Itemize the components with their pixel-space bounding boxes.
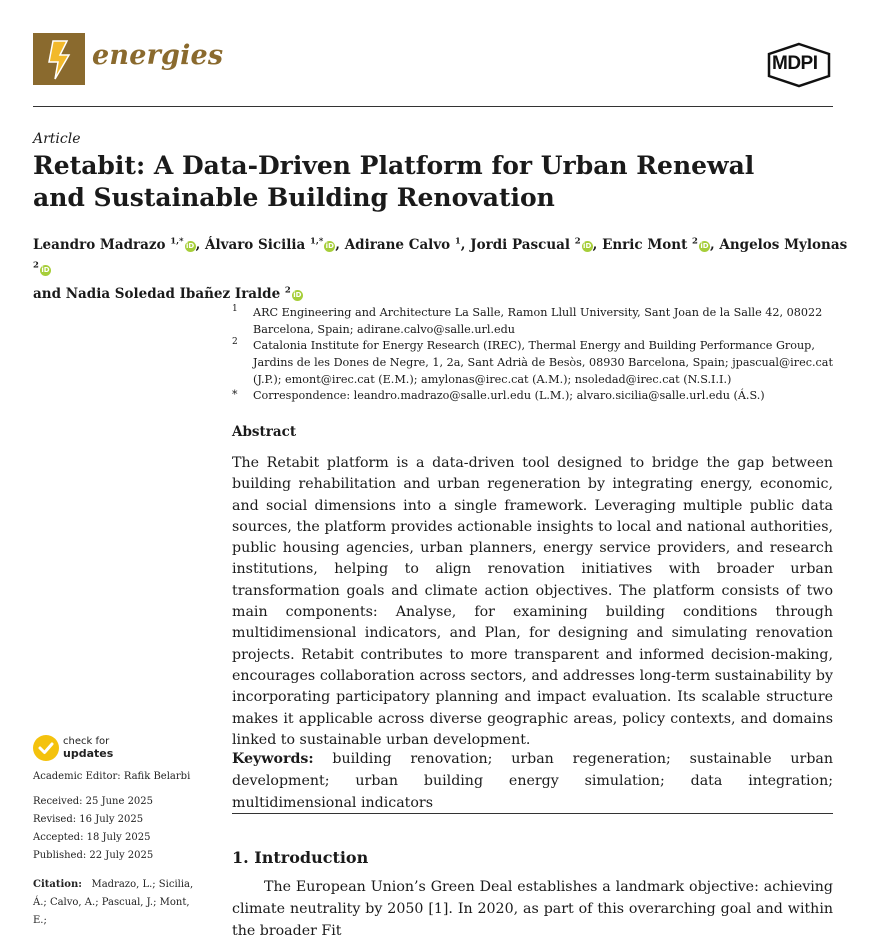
author-separator: , [709, 236, 720, 253]
check-line-1: check for [63, 736, 110, 747]
check-for-updates-button[interactable] [33, 735, 153, 763]
author-separator: , [592, 236, 603, 253]
citation [33, 876, 203, 930]
author-separator: , [195, 236, 205, 253]
keywords [232, 748, 833, 814]
section-divider [232, 813, 833, 814]
author-affiliation-sup: 2 [692, 236, 698, 246]
author-affiliation-sup: 1,* [309, 236, 324, 246]
author-name: Leandro Madrazo [33, 236, 166, 253]
check-line-2: updates [63, 747, 114, 760]
author-name: Álvaro Sicilia [205, 236, 306, 253]
abstract-body: The Retabit platform is a data-driven tool designed to bridge the gap between building rehabilitation and urban regeneration by integrating energy, economic, and social dimensions into a single framework. Leveraging multiple public data sources, the platform provides actionable insights to local and national authorities, public housing agencies, urban planners, energy service providers, and research institutions, helping to align renovation initiatives with broader urban transformation goals and climate action objectives. The platform consists of two main components: Analyse, for examining building conditions through multidimensional indicators, and Plan, for designing and simulating renovation projects. Retabit contributes to more transparent and informed decision-making, encourages collaboration across sectors, and addresses long-term sustainability by incorporating participatory planning and impact evaluation. Its scalable structure makes it applicable across diverse geographic areas, policy contexts, and domains linked to sustainable urban development. [232, 455, 833, 748]
mdpi-logo [766, 42, 832, 88]
author-affiliation-sup: 2 [33, 260, 39, 271]
affiliation-2: Catalonia Institute for Energy Research (IREC), Thermal Energy and Building Performance Group, Jardins de les Dones de Negre, 1, 2a, Sant Adrià de Besòs, 08930 Barcelona, Spain; jpascual@irec.cat (J.P.); emont@irec.cat (E.M.); amylonas@irec.cat (A.M.); nsoledad@irec.cat (N.S.I.I.) [253, 339, 833, 386]
lightning-icon [33, 33, 85, 85]
article-type: Article [33, 131, 81, 147]
author-affiliation-sup: 2 [574, 236, 581, 246]
author-separator: , [460, 236, 471, 253]
author-affiliation-sup: 1 [454, 236, 461, 246]
affiliation-1: ARC Engineering and Architecture La Salle, Ramon Llull University, Sant Joan de la Salle 42, 08022 Barcelona, Spain; adirane.calvo@salle.url.edu [253, 306, 823, 336]
keywords-label: Keywords: [232, 751, 314, 767]
check-icon [33, 735, 59, 761]
orcid-icon[interactable]: iD [293, 290, 302, 299]
orcid-icon[interactable]: iD [700, 241, 709, 250]
author-name: Jordi Pascual [470, 236, 571, 253]
journal-logo [33, 33, 85, 85]
author[interactable] [602, 237, 710, 253]
author[interactable] [345, 237, 461, 253]
author-name: Adirane Calvo [344, 236, 451, 253]
orcid-icon[interactable]: iD [185, 241, 195, 250]
citation-text: Madrazo, L.; Sicilia, Á.; Calvo, A.; Pascual, J.; Mont, E.; [33, 879, 194, 926]
received-date: Received: 25 June 2025 [33, 796, 154, 807]
author-name: and Nadia Soledad Ibañez Iralde [33, 285, 281, 302]
journal-name: energies [92, 40, 224, 71]
introduction-body: The European Union’s Green Deal establishes a landmark objective: achieving climate neutrality by 2050 [1]. In 2020, as part of this overarching goal and within the broader Fit [232, 879, 833, 939]
orcid-icon[interactable]: iD [41, 266, 50, 274]
correspondence: Correspondence: leandro.madrazo@salle.url.edu (L.M.); alvaro.sicilia@salle.url.edu (Á.S.) [253, 389, 765, 402]
accepted-date: Accepted: 18 July 2025 [33, 832, 151, 843]
introduction-heading: 1. Introduction [232, 848, 369, 867]
article-title: Retabit: A Data-Driven Platform for Urban Renewal and Sustainable Building Renovation [33, 151, 755, 212]
author-list [33, 231, 853, 305]
correspondence-mark: * [232, 388, 238, 401]
author-affiliation-sup: 2 [284, 285, 291, 295]
header-divider [33, 106, 833, 107]
published-date: Published: 22 July 2025 [33, 850, 154, 861]
orcid-icon[interactable]: iD [583, 241, 592, 250]
abstract-heading: Abstract [232, 424, 297, 440]
author-separator: , [335, 236, 345, 253]
author[interactable] [33, 237, 196, 253]
affiliation-mark: 1 [232, 304, 238, 314]
author[interactable] [33, 286, 303, 302]
publisher-name: MDPI [772, 53, 818, 74]
citation-label: Citation: [33, 879, 82, 890]
author[interactable] [470, 237, 592, 253]
affiliation-mark: 2 [232, 337, 238, 347]
author[interactable] [205, 237, 335, 253]
author-name: Angelos Mylonas [719, 236, 848, 253]
orcid-icon[interactable]: iD [325, 241, 334, 250]
revised-date: Revised: 16 July 2025 [33, 814, 144, 825]
academic-editor: Academic Editor: Rafik Belarbi [33, 771, 191, 782]
author-name: Enric Mont [602, 236, 688, 253]
keywords-text: building renovation; urban regeneration; sustainable urban development; urban building energy simulation; data integration; multidimensional indicators [232, 751, 833, 811]
author-affiliation-sup: 1,* [170, 236, 184, 246]
